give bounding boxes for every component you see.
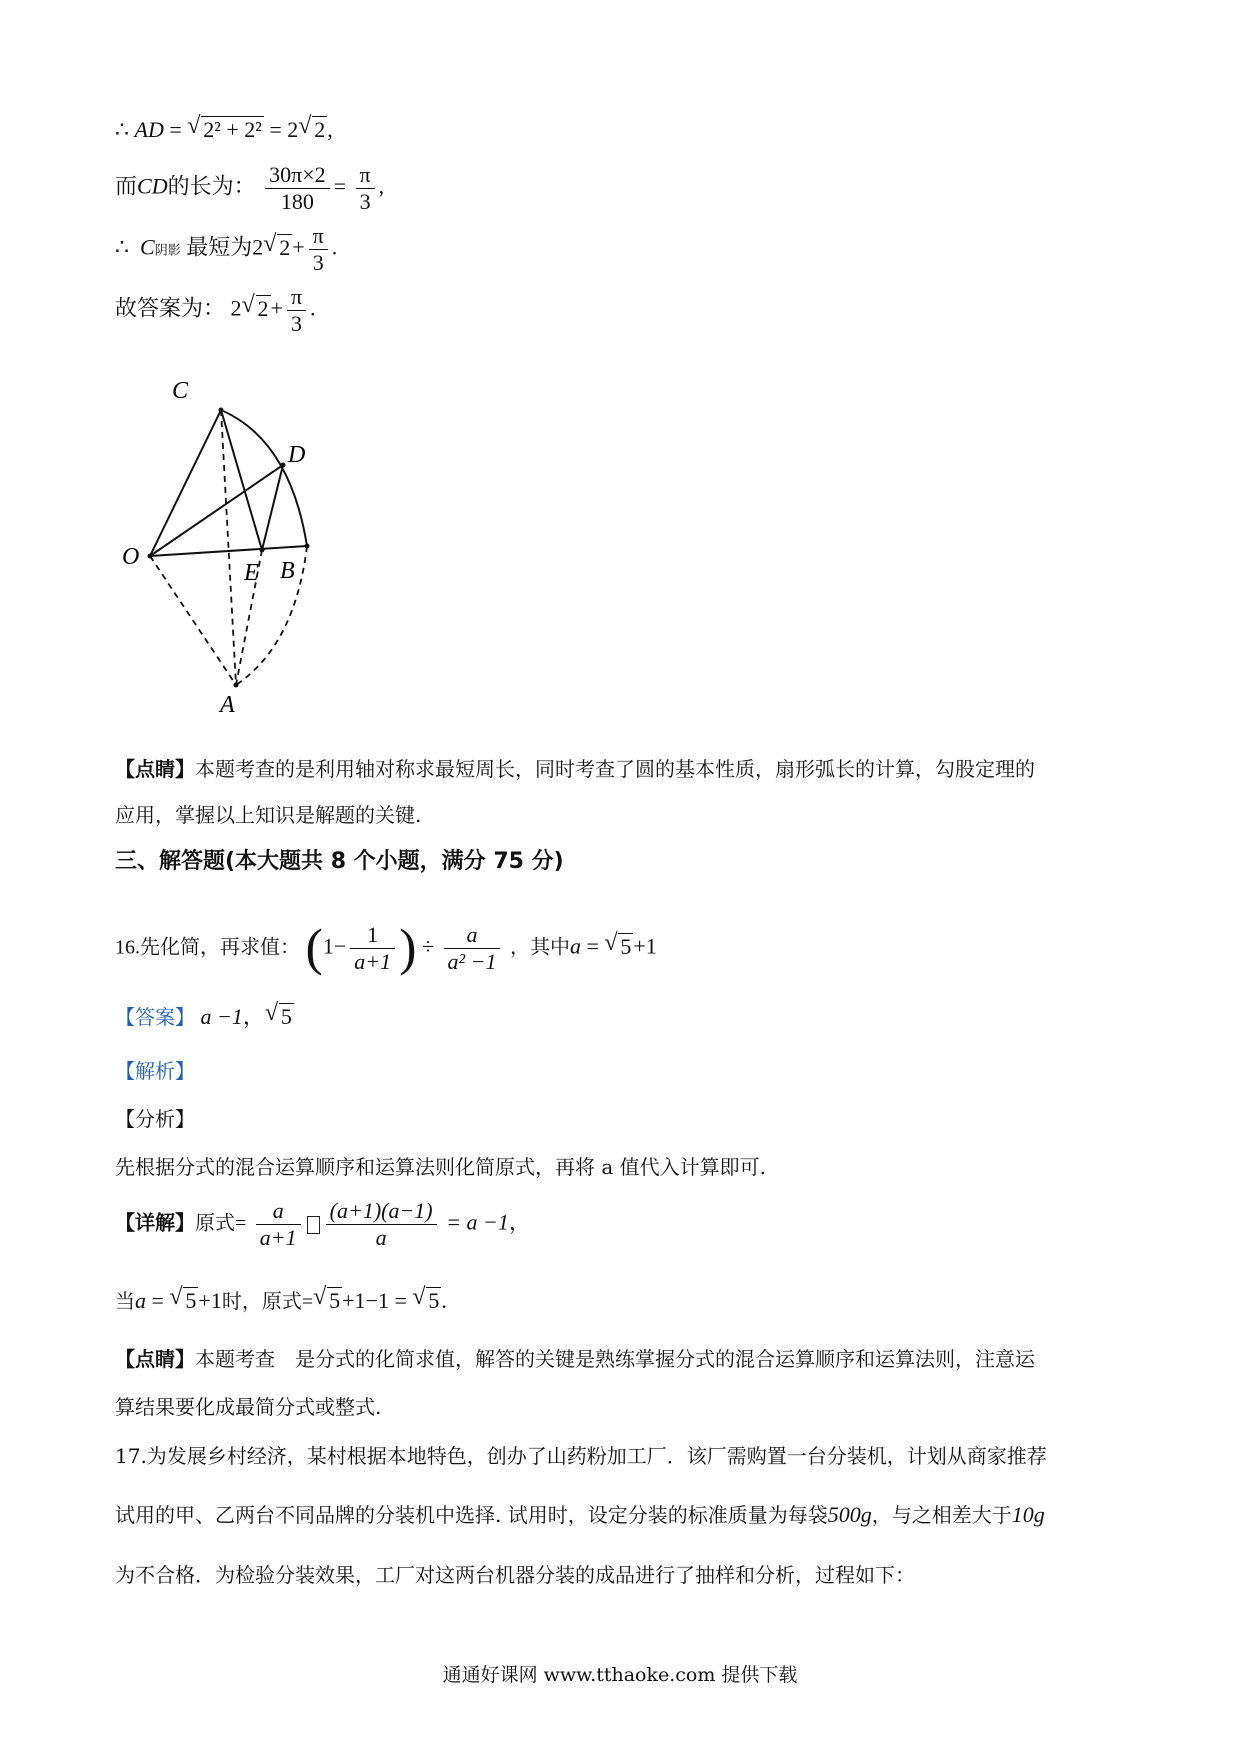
- point-c: [219, 408, 224, 413]
- point-a: [234, 683, 239, 688]
- section-heading: 三、解答题(本大题共 8 个小题，满分 75 分): [115, 849, 564, 874]
- q16-substitution: 当a = √ 5+1时，原式=√ 5+1−1 = √ 5.: [115, 1286, 447, 1317]
- calc-line-cd: 而CD的长为： $\frac{30\pi\times 2}{180}$ = $\frac{\pi}{3}$ ,: [115, 162, 385, 214]
- point-o: [148, 554, 153, 559]
- segment-ce: [221, 410, 262, 550]
- segment-oa: [150, 556, 236, 685]
- page-footer: 通通好课网 www.tthaoke.com 提供下载: [442, 1664, 798, 1686]
- note-paragraph-1-cont: 应用，掌握以上知识是解题的关键.: [115, 803, 422, 827]
- fenxi-text: 先根据分式的混合运算顺序和运算法则化简原式，再将 a 值代入计算即可.: [115, 1155, 766, 1179]
- note-paragraph-2: 【点睛】本题考查 是分式的化简求值，解答的关键是熟练掌握分式的混合运算顺序和运算法则，注意运: [115, 1347, 1035, 1371]
- calc-line-shadow: ∴ C阴影 最短为2√ 2+ $\frac{\pi}{3}$ .: [115, 223, 337, 276]
- calc-line-ad: ∴ AD = √ 2² + 2² = 2√ 2,: [115, 115, 333, 145]
- answer-tag: 【答案】: [115, 1007, 195, 1029]
- label-a: A: [220, 692, 235, 718]
- label-e: E: [244, 560, 259, 586]
- q16-detail: 【详解】原式= $\frac{a}{a+1}$ $\frac{(a+1)(a-1)}{a}$ = a −1，: [115, 1198, 531, 1250]
- label-c: C: [172, 378, 189, 404]
- label-b: B: [280, 558, 295, 584]
- q16-answer: 【答案】 a −1，√ 5: [115, 1002, 294, 1033]
- analysis-tag: 【解析】: [115, 1059, 195, 1083]
- label-d: D: [288, 442, 306, 468]
- segment-oc: [150, 410, 221, 556]
- missing-glyph-box: [307, 1216, 320, 1234]
- fraction-arc-length: $\frac{30\pi\times 2}{180}$: [265, 162, 330, 215]
- q16-stem: 16.先化简，再求值： (1− $\frac{1}{a+1}$ ) ÷ $\frac{a}{\text{a² −1}}$ ，其中a = √ 5+1: [115, 922, 657, 975]
- point-e: [260, 548, 265, 553]
- label-o: O: [122, 544, 140, 570]
- sqrt-expression: √ 2² + 2²: [187, 115, 264, 145]
- q17-line-1: 17.为发展乡村经济，某村根据本地特色，创办了山药粉加工厂．该厂需购置一台分装机，计划从商家推荐: [115, 1444, 1047, 1468]
- fenxi-tag: 【分析】: [115, 1107, 195, 1131]
- calc-line-answer: 故答案为： 2√ 2+ $\frac{\pi}{3}$ .: [115, 284, 316, 337]
- var-ad: AD: [134, 117, 164, 142]
- q17-line-2: 试用的甲、乙两台不同品牌的分装机中选择. 试用时，设定分装的标准质量为每袋500g，与之相差大于10g: [115, 1502, 1045, 1527]
- point-b: [305, 544, 310, 549]
- fraction-pi-over-3: $\frac{\pi}{3}$: [356, 162, 375, 215]
- geometry-figure: [120, 370, 380, 720]
- q17-line-3: 为不合格．为检验分装效果，工厂对这两台机器分装的成品进行了抽样和分析，过程如下：: [115, 1563, 915, 1587]
- var-cd: CD: [137, 173, 168, 199]
- point-d: [281, 463, 286, 468]
- note-paragraph-1: 【点睛】本题考查的是利用轴对称求最短周长，同时考查了圆的基本性质，扇形弧长的计算，勾股定理的: [115, 757, 1035, 781]
- note-paragraph-2-cont: 算结果要化成最简分式或整式.: [115, 1395, 382, 1419]
- therefore-symbol: ∴: [115, 117, 129, 142]
